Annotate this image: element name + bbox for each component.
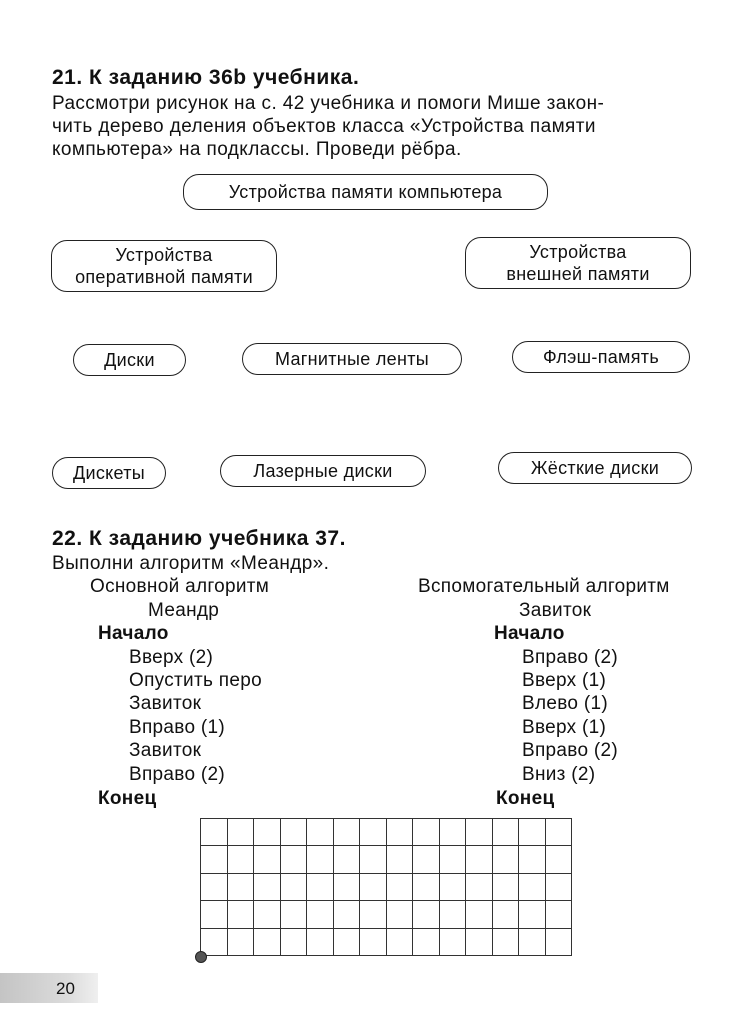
node-flash-memory-label: Флэш-память	[542, 347, 659, 367]
task-21-text-line-1: Рассмотри рисунок на с. 42 учебника и помоги Мише закон-	[52, 93, 605, 114]
node-disks[interactable]	[73, 344, 186, 376]
helper-algorithm-name: Завиток	[519, 600, 592, 621]
node-ram-label	[75, 244, 253, 288]
helper-algorithm-step-2: Вверх (1)	[522, 670, 607, 691]
grid-cell[interactable]	[306, 818, 334, 846]
grid-cell[interactable]	[545, 818, 573, 846]
node-external-label-line-2: внешней памяти	[506, 264, 650, 284]
grid-cell[interactable]	[518, 900, 546, 928]
grid-cell[interactable]	[518, 818, 546, 846]
grid-cell[interactable]	[200, 845, 228, 873]
node-root-label: Устройства памяти компьютера	[228, 182, 503, 202]
grid-cell[interactable]	[492, 818, 520, 846]
task-21-title: 21. К заданию 36b учебника.	[52, 66, 360, 89]
node-optical-disks[interactable]	[220, 455, 426, 487]
grid-cell[interactable]	[518, 873, 546, 901]
grid-cell[interactable]	[545, 900, 573, 928]
grid-cell[interactable]	[412, 873, 440, 901]
grid-cell[interactable]	[359, 928, 387, 956]
node-external-memory-devices[interactable]	[465, 237, 691, 289]
grid-cell[interactable]	[227, 928, 255, 956]
grid-cell[interactable]	[545, 928, 573, 956]
main-algorithm-step-3: Завиток	[129, 693, 202, 714]
grid-cell[interactable]	[465, 818, 493, 846]
grid-cell[interactable]	[253, 818, 281, 846]
task-21-text-line-2: чить дерево деления объектов класса «Устройства памяти	[52, 116, 596, 137]
grid-cell[interactable]	[333, 873, 361, 901]
grid-cell[interactable]	[227, 900, 255, 928]
start-point-marker	[195, 951, 207, 963]
grid-cell[interactable]	[465, 900, 493, 928]
node-ram-devices[interactable]	[51, 240, 277, 292]
page-number: 20	[56, 979, 75, 998]
helper-algorithm-step-1: Вправо (2)	[522, 647, 619, 668]
node-magnetic-tapes[interactable]	[242, 343, 462, 375]
helper-algorithm-step-5: Вправо (2)	[522, 740, 619, 761]
grid-cell[interactable]	[465, 873, 493, 901]
node-optical-disks-label: Лазерные диски	[253, 461, 393, 481]
node-ram-label-line-1: Устройства	[115, 245, 213, 265]
node-ram-label-line-2: оперативной памяти	[75, 267, 253, 287]
grid-cell[interactable]	[492, 845, 520, 873]
grid-cell[interactable]	[253, 928, 281, 956]
node-floppy-disks-label: Дискеты	[72, 463, 146, 483]
grid-cell[interactable]	[306, 928, 334, 956]
grid-cell[interactable]	[280, 873, 308, 901]
grid-cell[interactable]	[439, 873, 467, 901]
helper-algorithm-start: Начало	[494, 623, 565, 644]
main-algorithm-step-5: Завиток	[129, 740, 202, 761]
grid-cell[interactable]	[386, 818, 414, 846]
node-hard-disks-label: Жёсткие диски	[530, 458, 660, 478]
node-external-label-line-1: Устройства	[529, 242, 627, 262]
main-algorithm-start: Начало	[98, 623, 169, 644]
grid-cell[interactable]	[280, 900, 308, 928]
grid-cell[interactable]	[439, 900, 467, 928]
grid-cell[interactable]	[333, 845, 361, 873]
grid-cell[interactable]	[412, 818, 440, 846]
grid-cell[interactable]	[439, 845, 467, 873]
grid-cell[interactable]	[253, 873, 281, 901]
grid-cell[interactable]	[439, 928, 467, 956]
main-algorithm-step-2: Опустить перо	[129, 670, 262, 691]
task-22-intro: Выполни алгоритм «Меандр».	[52, 553, 330, 574]
grid-cell[interactable]	[412, 845, 440, 873]
grid-cell[interactable]	[359, 900, 387, 928]
helper-algorithm-step-6: Вниз (2)	[522, 764, 596, 785]
grid-cell[interactable]	[200, 873, 228, 901]
grid-cell[interactable]	[492, 900, 520, 928]
node-hard-disks[interactable]	[498, 452, 692, 484]
grid-cell[interactable]	[386, 928, 414, 956]
grid-cell[interactable]	[227, 818, 255, 846]
grid-cell[interactable]	[359, 818, 387, 846]
grid-cell[interactable]	[333, 818, 361, 846]
grid-cell[interactable]	[439, 818, 467, 846]
grid-cell[interactable]	[545, 845, 573, 873]
node-external-label	[506, 241, 649, 285]
grid-cell[interactable]	[333, 900, 361, 928]
helper-algorithm-heading: Вспомогательный алгоритм	[418, 576, 670, 597]
grid-cell[interactable]	[280, 928, 308, 956]
node-flash-memory[interactable]	[512, 341, 690, 373]
grid-cell[interactable]	[412, 928, 440, 956]
grid-cell[interactable]	[200, 900, 228, 928]
grid-cell[interactable]	[386, 900, 414, 928]
main-algorithm-name: Меандр	[148, 600, 220, 621]
grid-cell[interactable]	[333, 928, 361, 956]
node-root-memory-devices[interactable]	[183, 174, 548, 210]
node-magnetic-tapes-label: Магнитные ленты	[274, 349, 430, 369]
node-floppy-disks[interactable]	[52, 457, 166, 489]
grid-cell[interactable]	[227, 873, 255, 901]
grid-cell[interactable]	[359, 873, 387, 901]
grid-cell[interactable]	[253, 845, 281, 873]
grid-cell[interactable]	[359, 845, 387, 873]
node-disks-label: Диски	[104, 350, 155, 370]
grid-cell[interactable]	[465, 928, 493, 956]
grid-cell[interactable]	[492, 928, 520, 956]
page-number-tab	[0, 973, 98, 1003]
grid-cell[interactable]	[253, 900, 281, 928]
grid-cell[interactable]	[280, 845, 308, 873]
grid-cell[interactable]	[227, 845, 255, 873]
main-algorithm-end: Конец	[98, 788, 157, 809]
main-algorithm-step-4: Вправо (1)	[129, 717, 226, 738]
grid-cell[interactable]	[412, 900, 440, 928]
grid-cell[interactable]	[280, 818, 308, 846]
grid-cell[interactable]	[545, 873, 573, 901]
drawing-grid[interactable]	[200, 818, 571, 955]
helper-algorithm-step-4: Вверх (1)	[522, 717, 607, 738]
grid-cell[interactable]	[306, 845, 334, 873]
grid-cell[interactable]	[386, 845, 414, 873]
grid-cell[interactable]	[306, 900, 334, 928]
grid-cell[interactable]	[518, 928, 546, 956]
main-algorithm-step-6: Вправо (2)	[129, 764, 226, 785]
grid-cell[interactable]	[492, 873, 520, 901]
grid-cell[interactable]	[386, 873, 414, 901]
grid-cell[interactable]	[518, 845, 546, 873]
grid-cell[interactable]	[200, 818, 228, 846]
main-algorithm-heading: Основной алгоритм	[90, 576, 270, 597]
grid-cell[interactable]	[306, 873, 334, 901]
task-21-text-line-3: компьютера» на подклассы. Проведи рёбра.	[52, 139, 462, 160]
main-algorithm-step-1: Вверх (2)	[129, 647, 214, 668]
task-22-title: 22. К заданию учебника 37.	[52, 527, 346, 550]
helper-algorithm-step-3: Влево (1)	[522, 693, 608, 714]
helper-algorithm-end: Конец	[496, 788, 555, 809]
grid-cell[interactable]	[465, 845, 493, 873]
